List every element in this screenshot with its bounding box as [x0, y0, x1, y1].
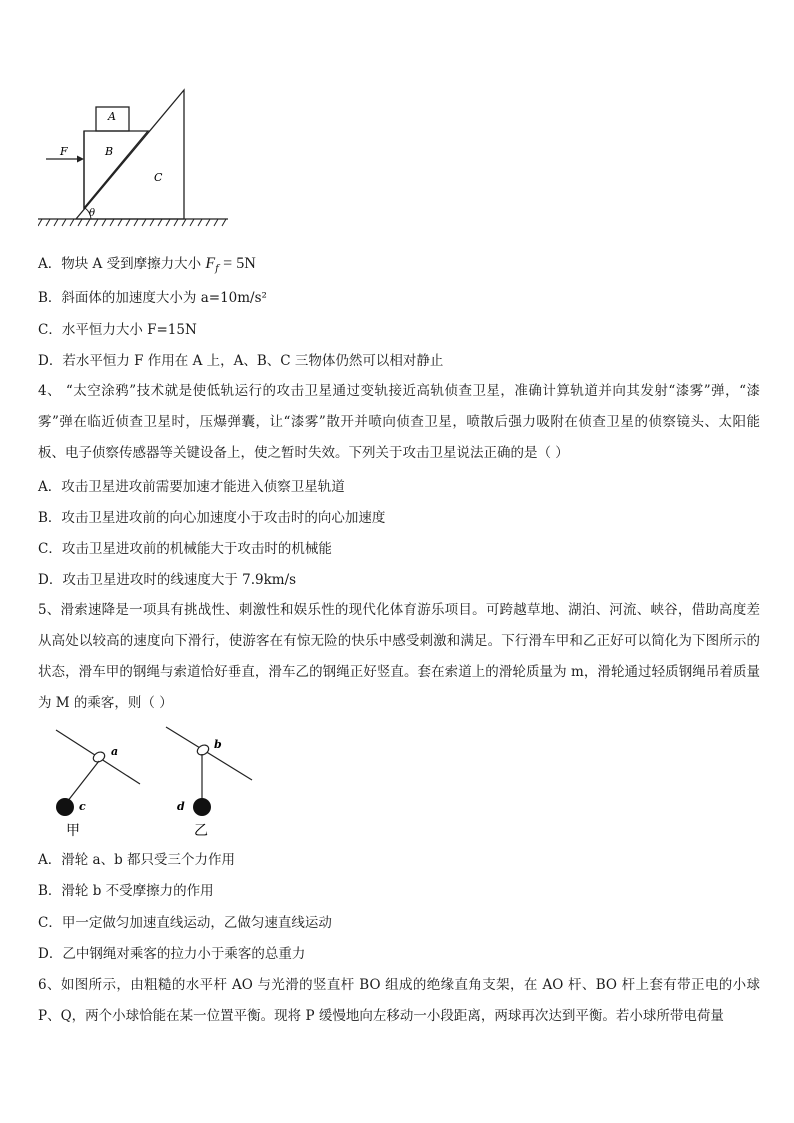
q4-option-b: B．攻击卫星进攻前的向心加速度小于攻击时的向心加速度 [38, 510, 386, 526]
q5-option-a: A．滑轮 a、b 都只受三个力作用 [38, 852, 236, 868]
q4-option-a: A．攻击卫星进攻前需要加速才能进入侦察卫星轨道 [38, 479, 345, 495]
q4-option-d: D．攻击卫星进攻时的线速度大于 7.9km/s [38, 572, 297, 588]
q5-option-b: B．滑轮 b 不受摩擦力的作用 [38, 883, 214, 899]
q6-stem: 6、如图所示，由粗糙的水平杆 AO 与光滑的竖直杆 BO 组成的绝缘直角支架，在 AO 杆、BO 杆上套有带正电的小球 P、Q，两个小球恰能在某一位置平衡。现将 P 缓慢地向左移动一小段距离，两球再次达到平衡。若小球所带电荷量 [38, 977, 760, 1024]
label-incline-c: C [154, 171, 163, 184]
q3-option-b: B．斜面体的加速度大小为 a=10m/s² [38, 290, 267, 306]
q3-option-d: D．若水平恒力 F 作用在 A 上，A、B、C 三物体仍然可以相对静止 [38, 353, 444, 369]
label-block-b: B [105, 145, 114, 158]
zipline-figure [48, 722, 258, 842]
incline-figure [38, 85, 238, 230]
label-pulley-b: b [214, 738, 222, 751]
q3-option-a-text: A．物块 A 受到摩擦力大小 [38, 256, 202, 272]
label-passenger-d: d [177, 800, 185, 813]
q5-option-c: C．甲一定做匀加速直线运动，乙做匀速直线运动 [38, 915, 332, 931]
caption-yi: 乙 [194, 823, 208, 839]
q3-option-a-formula-var: F [205, 255, 216, 272]
label-pulley-a: a [111, 745, 119, 758]
label-angle-theta: θ [89, 208, 96, 219]
q5-stem: 5、滑索速降是一项具有挑战性、刺激性和娱乐性的现代化体育游乐项目。可跨越草地、湖泊、河流、峡谷，借助高度差从高处以较高的速度向下滑行，使游客在有惊无险的快乐中感受刺激和满足。下行滑车甲和乙正好可以简化为下图所示的状态，滑车甲的钢绳与索道恰好垂直，滑车乙的钢绳正好竖直。套在索道上的滑轮质量为 m，滑轮通过轻质钢绳吊着质量为 M 的乘客，则（ ） [38, 602, 760, 711]
q5-option-d: D．乙中钢绳对乘客的拉力小于乘客的总重力 [38, 946, 306, 962]
label-block-a: A [108, 110, 116, 123]
q3-option-a-formula-eq: = 5N [223, 255, 256, 272]
q4-stem: 4、 “太空涂鸦”技术就是使低轨运行的攻击卫星通过变轨接近高轨侦查卫星，准确计算轨道并向其发射“漆雾”弹，“漆雾”弹在临近侦查卫星时，压爆弹囊，让“漆雾”散开并喷向侦查卫星，喷散后强力吸附在侦查卫星的侦察镜头、太阳能板、电子侦察传感器等关键设备上，使之暂时失效。下列关于攻击卫星说法正确的是（ ） [38, 383, 760, 461]
q3-option-c: C．水平恒力大小 F=15N [38, 322, 197, 338]
q3-option-a-formula-sub: f [215, 263, 219, 275]
label-passenger-c: c [79, 800, 86, 813]
q3-option-a [38, 255, 256, 279]
caption-jia: 甲 [66, 823, 80, 839]
label-force-f: F [60, 145, 68, 158]
q4-option-c: C．攻击卫星进攻前的机械能大于攻击时的机械能 [38, 541, 332, 557]
